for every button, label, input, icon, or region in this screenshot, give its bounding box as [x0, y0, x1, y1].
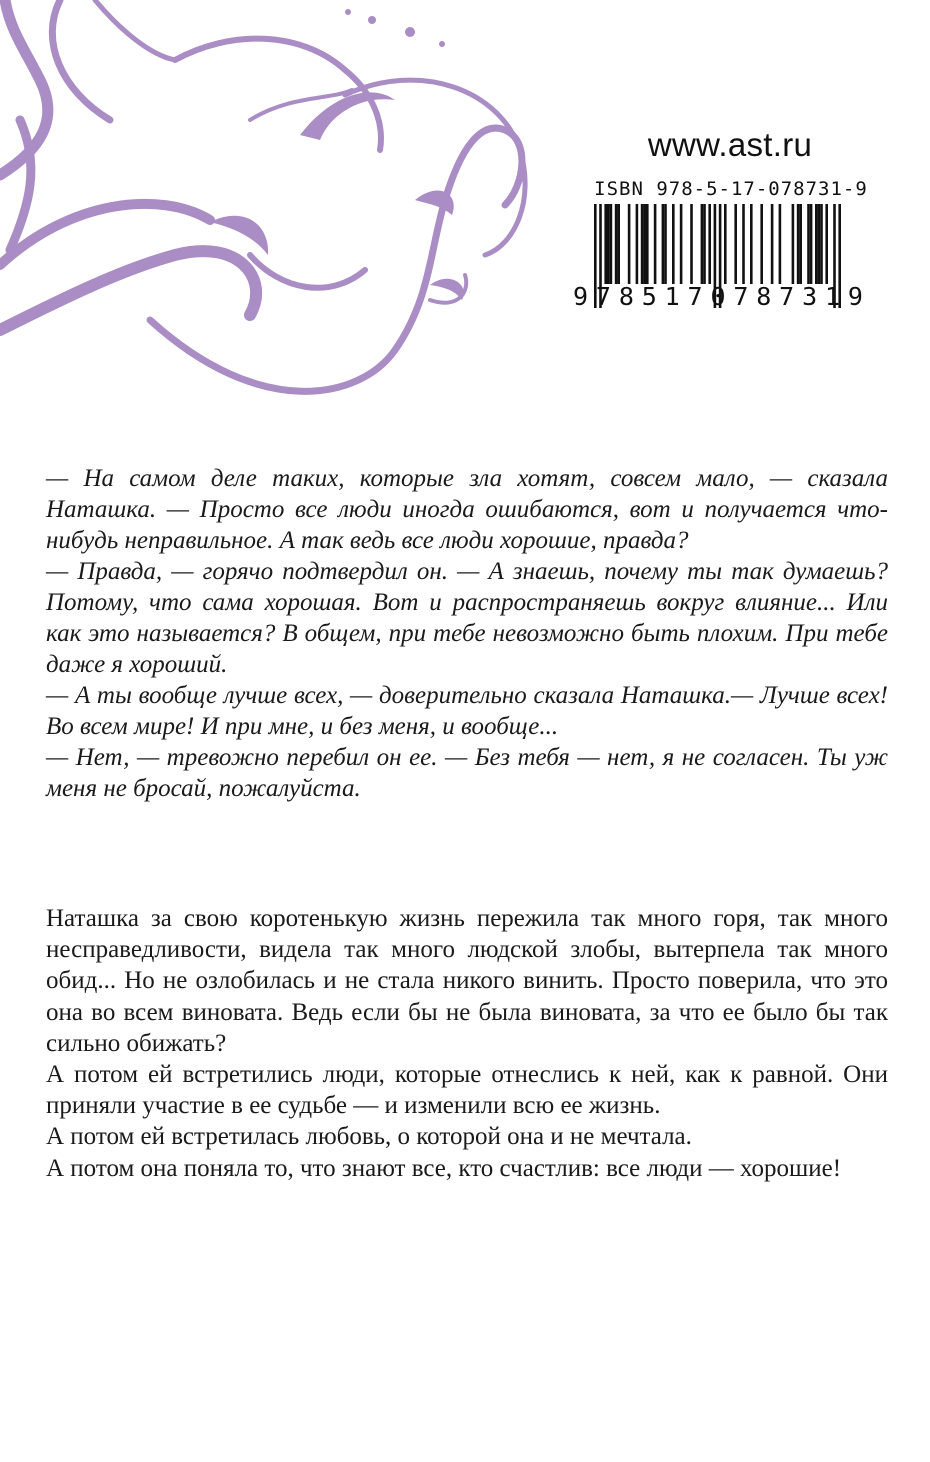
barcode-bar	[708, 204, 711, 284]
barcode-bar	[610, 204, 613, 284]
description-paragraph: Наташка за свою коротенькую жизнь пережила так много горя, так много несправедливости, видела так много людской злобы, вытерпела так много обид... Но не озлобилась и не стала никого винить. Просто поверила, что это она во всем виновата. Ведь если бы не была виновата, за что ее было бы так сильно обижать?	[46, 905, 888, 1057]
barcode-digit: 9	[847, 282, 863, 311]
barcode-digit: 1	[824, 282, 841, 311]
barcode-bar	[807, 204, 810, 284]
barcode-digit: 7	[733, 282, 749, 311]
barcode-bar	[646, 204, 649, 284]
barcode-bar	[604, 204, 607, 284]
barcode-bar	[643, 204, 646, 284]
floral-swirl-ornament	[0, 0, 540, 420]
quote-paragraph: — А ты вообще лучше всех, — доверительно сказала Наташка.— Лучше всех! Во всем мире! И при мне, и без меня, и вообще...	[46, 682, 888, 740]
barcode-digit: 9	[573, 282, 589, 311]
barcode-bar	[703, 204, 706, 284]
barcode-bar	[797, 204, 800, 284]
quote-paragraph: — Правда, — горячо подтвердил он. — А знаешь, почему ты так думаешь? Потому, что сама хорошая. Вот и распространяешь вокруг влияние... Или как это называется? В общем, при тебе невозможно быть плохим. При тебе даже я хороший.	[46, 558, 888, 678]
barcode-bar	[690, 204, 693, 284]
barcode-bar	[779, 204, 782, 284]
barcode-digit: 0	[710, 282, 726, 311]
barcode-bar	[792, 204, 795, 284]
description-paragraph: А потом она поняла то, что знают все, кто счастлив: все люди — хорошие!	[46, 1154, 842, 1182]
barcode-digit: 7	[779, 282, 795, 311]
barcode-bar	[799, 204, 802, 284]
description-paragraph: А потом ей встретились люди, которые отнеслись к ней, как к равной. Они приняли участие в ее судьбе — и изменили всю ее жизнь.	[46, 1061, 888, 1120]
barcode-bar	[615, 204, 618, 284]
barcode-bar	[628, 204, 631, 284]
book-description	[46, 903, 888, 1184]
barcode-bar	[734, 204, 737, 284]
barcode-bar	[771, 204, 774, 284]
barcode-bar	[820, 204, 823, 284]
barcode-bar	[818, 204, 821, 284]
barcode-bar	[664, 204, 667, 284]
dialogue-excerpt	[46, 463, 888, 804]
barcode-digit: 1	[664, 282, 680, 311]
barcode-bar	[724, 204, 727, 284]
barcode-bar	[641, 204, 644, 284]
barcode-digits	[573, 282, 863, 311]
barcode-bar	[742, 204, 745, 284]
barcode-bar	[750, 204, 753, 284]
barcode-bar	[810, 204, 813, 284]
barcode-digit: 7	[595, 282, 611, 311]
barcode-digit: 3	[802, 282, 818, 311]
barcode-bar	[680, 204, 683, 284]
publisher-website: www.ast.ru	[647, 126, 813, 163]
barcode-bar	[607, 204, 610, 284]
barcode-bar	[636, 204, 639, 284]
barcode-bar	[662, 204, 665, 284]
quote-paragraph: — На самом деле таких, которые зла хотят, совсем мало, — сказала Наташка. — Просто все люди иногда ошибаются, вот и получается что-нибудь неправильное. А так ведь все люди хорошие, правда?	[46, 465, 888, 554]
barcode-bar	[815, 204, 818, 284]
barcode-digit: 8	[756, 282, 772, 311]
barcode-bar	[672, 204, 675, 284]
isbn-number: ISBN 978-5-17-078731-9	[594, 178, 868, 200]
quote-paragraph: — Нет, — тревожно перебил он ее. — Без тебя — нет, я не согласен. Ты уж меня не бросай, пожалуйста.	[46, 744, 888, 802]
barcode-bar	[701, 204, 704, 284]
barcode-bar	[654, 204, 657, 284]
description-paragraph: А потом ей встретилась любовь, о которой она и не мечтала.	[46, 1123, 692, 1151]
barcode-bar	[760, 204, 763, 284]
barcode-digit: 7	[687, 282, 703, 311]
barcode-digit: 5	[641, 282, 657, 311]
barcode-bar	[825, 204, 828, 284]
barcode-digit: 8	[618, 282, 634, 311]
barcode-bar	[617, 204, 620, 284]
